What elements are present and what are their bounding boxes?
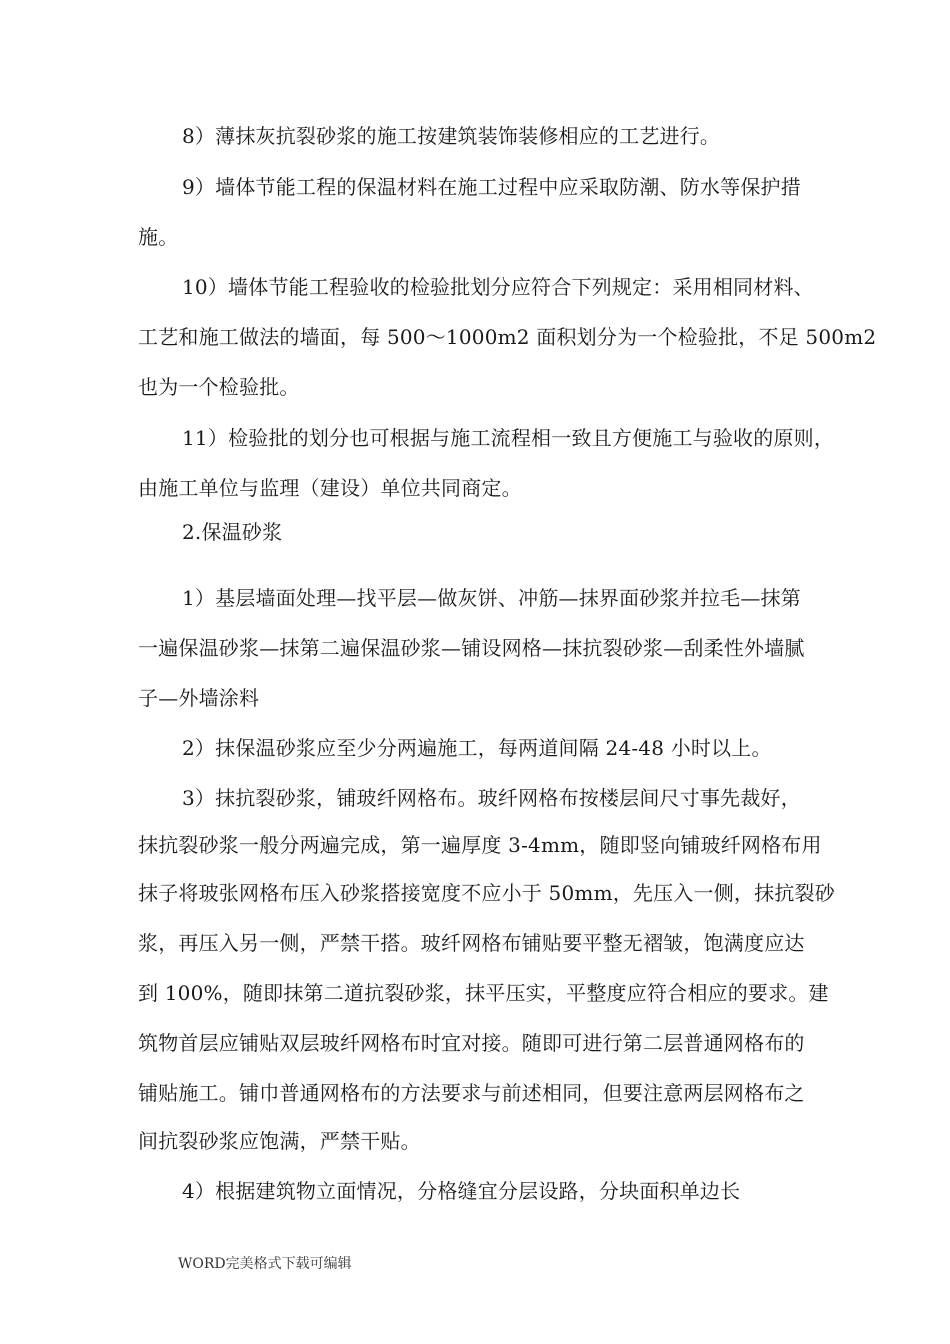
paragraph-line: 施。 — [138, 225, 179, 249]
paragraph-line: 2）抹保温砂浆应至少分两遍施工，每两道间隔 24-48 小时以上。 — [182, 736, 772, 760]
paragraph-line: 4）根据建筑物立面情况，分格缝宜分层设路，分块面积单边长 — [182, 1179, 741, 1203]
paragraph-line: 筑物首层应铺贴双层玻纤网格布时宜对接。随即可进行第二层普通网格布的 — [138, 1031, 805, 1055]
paragraph-line: 工艺和施工做法的墙面，每 500～1000m2 面积划分为一个检验批，不足 500m2 — [138, 325, 877, 349]
paragraph-line: 抹子将玻张网格布压入砂浆搭接宽度不应小于 50mm，先压入一侧，抹抗裂砂 — [138, 881, 835, 905]
paragraph-line: 8）薄抹灰抗裂砂浆的施工按建筑装饰装修相应的工艺进行。 — [182, 124, 721, 148]
paragraph-line: 也为一个检验批。 — [138, 375, 300, 399]
paragraph-line: 1）基层墙面处理—找平层—做灰饼、冲筋—抹界面砂浆并拉毛—抹第 — [182, 586, 801, 610]
paragraph-line: 11）检验批的划分也可根据与施工流程相一致且方便施工与验收的原则， — [182, 426, 835, 450]
page-footer: WORD完美格式下载可编辑 — [178, 1256, 352, 1272]
paragraph-line: 10）墙体节能工程验收的检验批划分应符合下列规定：采用相同材料、 — [182, 275, 814, 299]
paragraph-line: 3）抹抗裂砂浆，铺玻纤网格布。玻纤网格布按楼层间尺寸事先裁好， — [182, 786, 801, 810]
paragraph-line: 一遍保温砂浆—抹第二遍保温砂浆—铺设网格—抹抗裂砂浆—刮柔性外墙腻 — [138, 636, 805, 660]
paragraph-line: 间抗裂砂浆应饱满，严禁干贴。 — [138, 1129, 421, 1153]
paragraph-line: 浆，再压入另一侧，严禁干搭。玻纤网格布铺贴要平整无褶皱，饱满度应达 — [138, 931, 805, 955]
paragraph-line: 9）墙体节能工程的保温材料在施工过程中应采取防潮、防水等保护措 — [182, 175, 801, 199]
paragraph-line: 抹抗裂砂浆一般分两遍完成，第一遍厚度 3-4mm，随即竖向铺玻纤网格布用 — [138, 833, 822, 857]
paragraph-line: 铺贴施工。铺巾普通网格布的方法要求与前述相同，但要注意两层网格布之 — [138, 1081, 805, 1105]
section-heading: 2.保温砂浆 — [182, 520, 283, 544]
paragraph-line: 子—外墙涂料 — [138, 686, 260, 710]
paragraph-line: 由施工单位与监理（建设）单位共同商定。 — [138, 476, 522, 500]
paragraph-line: 到 100%，随即抹第二道抗裂砂浆，抹平压实，平整度应符合相应的要求。建 — [138, 981, 829, 1005]
